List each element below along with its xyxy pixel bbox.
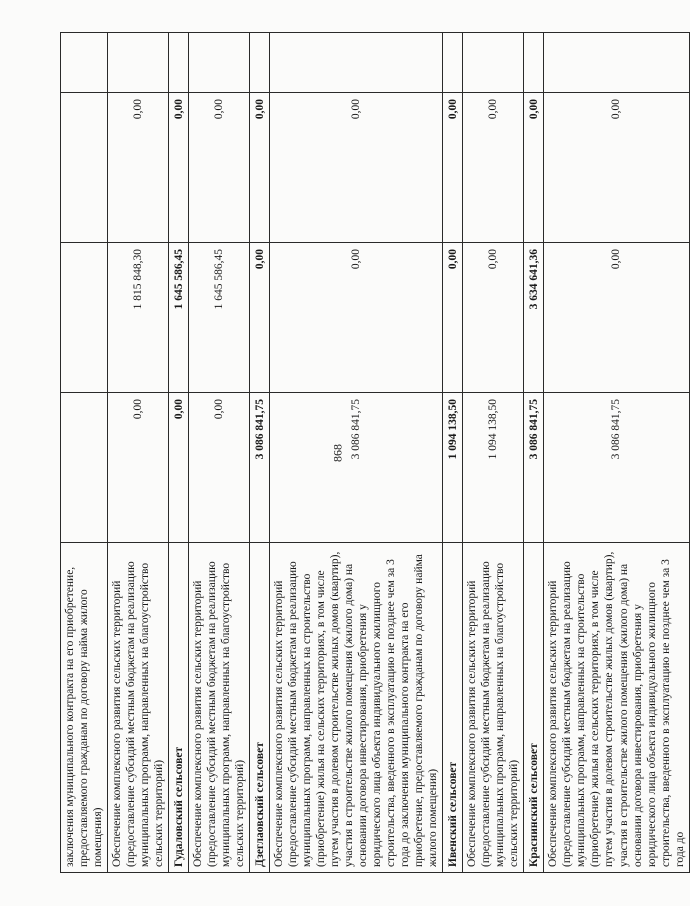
row-description: Обеспечение комплексного развития сельских территорий (предоставление субсидий местным бюджетам на реализацию муниципальных программ, направленных на благоустройство сельских территорий) <box>189 543 250 873</box>
row-description: Обеспечение комплексного развития сельских территорий (предоставление субсидий местным бюджетам на реализацию муниципальных программ, направленных на строительство (приобретение) жилья на сельских территориях, в том числе путем участия в долевом строительстве жилых домов (квартир), участия в строительстве жилого помещения (жилого дома) на основании договора инвестирования, приобретения у юридического лица объекта индивидуального жилищного строительства, введенного в эксплуатацию не позднее чем за 3 года до <box>544 543 689 873</box>
value-col-2 <box>61 243 108 393</box>
value-col-3: 0,00 <box>169 93 189 243</box>
value-col-3: 0,00 <box>250 93 270 243</box>
row-description: Обеспечение комплексного развития сельских территорий (предоставление субсидий местным бюджетам на реализацию муниципальных программ, направленных на благоустройство сельских территорий) <box>108 543 169 873</box>
empty-cell <box>169 33 189 93</box>
empty-cell <box>443 33 463 93</box>
empty-cell <box>270 33 443 93</box>
value-col-1: 3 086 841,75 <box>250 393 270 543</box>
value-col-2: 0,00 <box>270 243 443 393</box>
empty-cell <box>463 33 524 93</box>
value-col-1: 3 086 841,75 <box>270 393 443 543</box>
value-col-1: 1 094 138,50 <box>443 393 463 543</box>
empty-cell <box>544 33 689 93</box>
value-col-1: 3 086 841,75 <box>524 393 544 543</box>
value-col-2: 0,00 <box>250 243 270 393</box>
row-description: Обеспечение комплексного развития сельских территорий (предоставление субсидий местным бюджетам на реализацию муниципальных программ, направленных на строительство (приобретение) жилья на сельских территориях, в том числе путем участия в долевом строительстве жилых домов (квартир), участия в строительстве жилого помещения (жилого дома) на основании договора инвестирования, приобретения у юридического лица объекта индивидуального жилищного строительства, введенного в эксплуатацию не позднее чем за 3 года до заключения муниципального контракта на его приобретение, предоставляемого гражданам по договору найма жилого помещения) <box>270 543 443 873</box>
table-row <box>544 33 689 873</box>
value-col-2: 1 645 586,45 <box>169 243 189 393</box>
value-col-3: 0,00 <box>443 93 463 243</box>
value-col-3: 0,00 <box>524 93 544 243</box>
value-col-2: 0,00 <box>544 243 689 393</box>
value-col-2: 3 634 641,36 <box>524 243 544 393</box>
value-col-3: 0,00 <box>270 93 443 243</box>
empty-cell <box>524 33 544 93</box>
value-col-1 <box>61 393 108 543</box>
council-row <box>250 33 270 873</box>
council-row <box>169 33 189 873</box>
value-col-2: 0,00 <box>443 243 463 393</box>
value-col-3: 0,00 <box>108 93 169 243</box>
empty-cell <box>108 33 169 93</box>
table-row <box>189 33 250 873</box>
row-description: Обеспечение комплексного развития сельских территорий (предоставление субсидий местным бюджетам на реализацию муниципальных программ, направленных на благоустройство сельских территорий) <box>463 543 524 873</box>
council-name: Дзеглаовский сельсовет <box>250 543 270 873</box>
council-row <box>524 33 544 873</box>
value-col-3 <box>61 93 108 243</box>
value-col-1: 3 086 841,75 <box>544 393 689 543</box>
empty-cell <box>250 33 270 93</box>
value-col-3: 0,00 <box>189 93 250 243</box>
row-description: заключения муниципального контракта на его приобретение, предоставляемого гражданам по договору найма жилого помещения) <box>61 543 108 873</box>
value-col-1: 0,00 <box>108 393 169 543</box>
council-name: Краснинский сельсовет <box>524 543 544 873</box>
value-col-1: 0,00 <box>189 393 250 543</box>
table-row <box>61 33 108 873</box>
council-name: Ивенский сельсовет <box>443 543 463 873</box>
page-number: 868 <box>330 444 345 462</box>
table-row <box>270 33 443 873</box>
value-col-2: 1 645 586,45 <box>189 243 250 393</box>
council-name: Гудаловский сельсовет <box>169 543 189 873</box>
value-col-1: 0,00 <box>169 393 189 543</box>
rotated-page <box>60 33 686 873</box>
value-col-1: 1 094 138,50 <box>463 393 524 543</box>
value-col-3: 0,00 <box>544 93 689 243</box>
empty-cell <box>61 33 108 93</box>
value-col-2: 1 815 848,30 <box>108 243 169 393</box>
budget-table <box>60 32 690 873</box>
value-col-3: 0,00 <box>463 93 524 243</box>
table-row <box>463 33 524 873</box>
table-row <box>108 33 169 873</box>
value-col-2: 0,00 <box>463 243 524 393</box>
council-row <box>443 33 463 873</box>
empty-cell <box>189 33 250 93</box>
